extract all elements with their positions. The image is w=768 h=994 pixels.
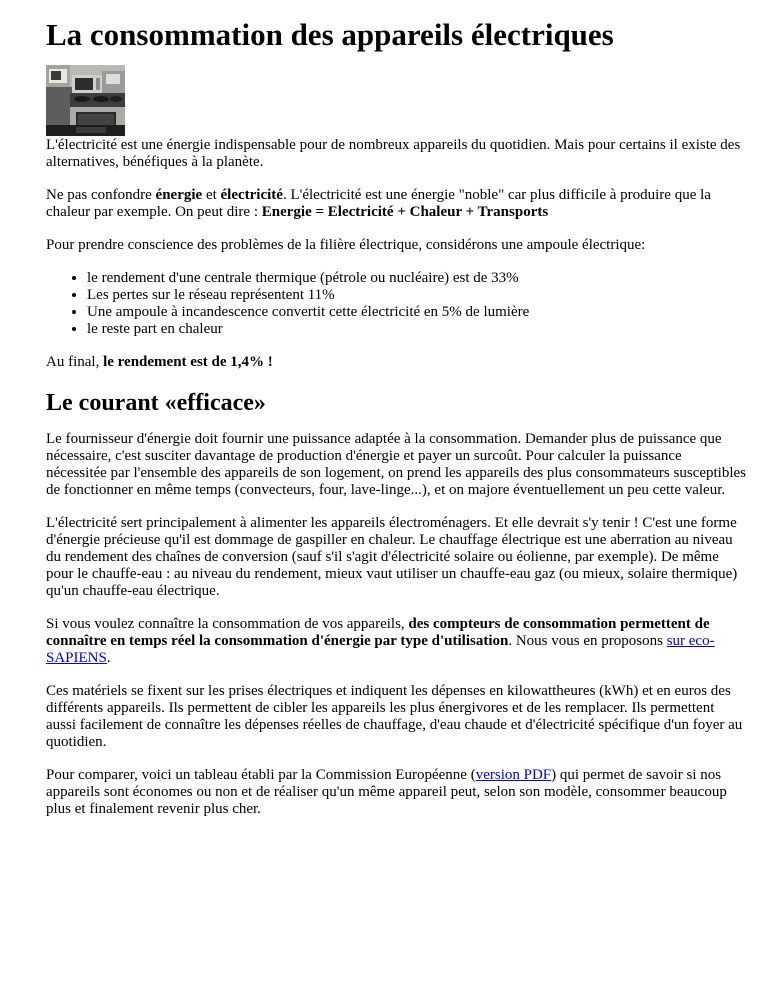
meters-text-2: . Nous vous en proposons [508,633,667,649]
compare-paragraph [46,767,746,818]
conclusion-bold: le rendement est de 1,4% ! [103,354,273,370]
article [46,0,746,818]
distinction-formula: Energie = Electricité + Chaleur + Transports [261,204,549,220]
distinction-bold-energie: énergie [155,187,203,203]
usage-paragraph: L'électricité sert principalement à alimenter les appareils électroménagers. Et elle devrait s'y tenir ! C'est une forme d'énergie précieuse qu'il est dommage de gaspiller en chaleur. Le chauffage électrique est une aberration au niveau du rendement des chaînes de conversion (sauf s'il s'agit d'électricité solaire ou éolienne, par exemple). De même pour le chauffe-eau : au niveau du rendement, mieux vaut utiliser un chauffe-eau gaz (ou mieux, solaire thermique) qu'un chauffe-eau électrique. [46,515,738,599]
awareness-paragraph: Pour prendre conscience des problèmes de la filière électrique, considérons une ampoule électrique: [46,237,646,253]
distinction-text-2: et [202,187,221,203]
list-item: • le reste part en chaleur [87,321,746,338]
distinction-bold-electricite: électricité [220,187,283,203]
distinction-paragraph [46,187,746,221]
list-item: • Une ampoule à incandescence convertit cette électricité en 5% de lumière [87,304,746,321]
compare-text-2: ) qui permet de savoir si nos appareils sont économes ou non et de réaliser qu'un même appareil peut, selon son modèle, consommer beaucoup plus et finalement revenir plus cher. [46,767,727,817]
list-item: • Les pertes sur le réseau représentent 11% [87,287,746,304]
intro-paragraph [46,137,746,171]
devices-paragraph: Ces matériels se fixent sur les prises électriques et indiquent les dépenses en kilowattheures (kWh) et en euros des différents appareils. Ils permettent de cibler les appareils les plus énergivores et de les remplacer. Ils permettent aussi facilement de connaître les dépenses réelles de chauffage, d'eau chaude et d'électricité spécifique d'un foyer au quotidien. [46,683,743,750]
meters-paragraph [46,616,746,667]
appliances-image [46,65,125,136]
page-title: La consommation des appareils électriques [46,17,614,52]
conclusion-paragraph [46,354,746,371]
appliances-photo [46,65,125,136]
compare-text-1: Pour comparer, voici un tableau établi par la Commission Européenne ( [46,767,476,783]
conclusion-text: Au final, [46,354,104,370]
meters-bold: des compteurs de consommation permettent de connaître en temps réel la consommation d'énergie par type d'utilisation [46,616,710,649]
list-item: • le rendement d'une centrale thermique (pétrole ou nucléaire) est de 33% [87,270,746,287]
intro-text: L'électricité est une énergie indispensable pour de nombreux appareils du quotidien. Mais pour certains il existe des alternatives, bénéfiques à la planète. [46,137,741,170]
section-title: Le courant «efficace» [46,390,266,416]
meters-text-1: Si vous voulez connaître la consommation de vos appareils, [46,616,409,632]
eco-sapiens-link[interactable]: sur eco-SAPIENS [46,633,715,666]
meters-text-3: . [106,650,111,666]
supplier-paragraph: Le fournisseur d'énergie doit fournir une puissance adaptée à la consommation. Demander plus de puissance que nécessaire, c'est susciter davantage de production d'énergie et payer un surcoût. Pour calculer la puissance nécessitée par l'ensemble des appareils de son logement, on prend les appareils des plus consommateurs susceptibles de fonctionner en même temps (convecteurs, four, lave-linge...), et on majore éventuellement un peu cette valeur. [46,431,747,498]
pdf-version-link[interactable]: version PDF [475,767,552,783]
distinction-text-3: . L'électricité est une énergie "noble" car plus difficile à produire que la chaleur par exemple. On peut dire : [46,187,711,220]
efficiency-list [46,270,746,338]
distinction-text-1: Ne pas confondre [46,187,156,203]
